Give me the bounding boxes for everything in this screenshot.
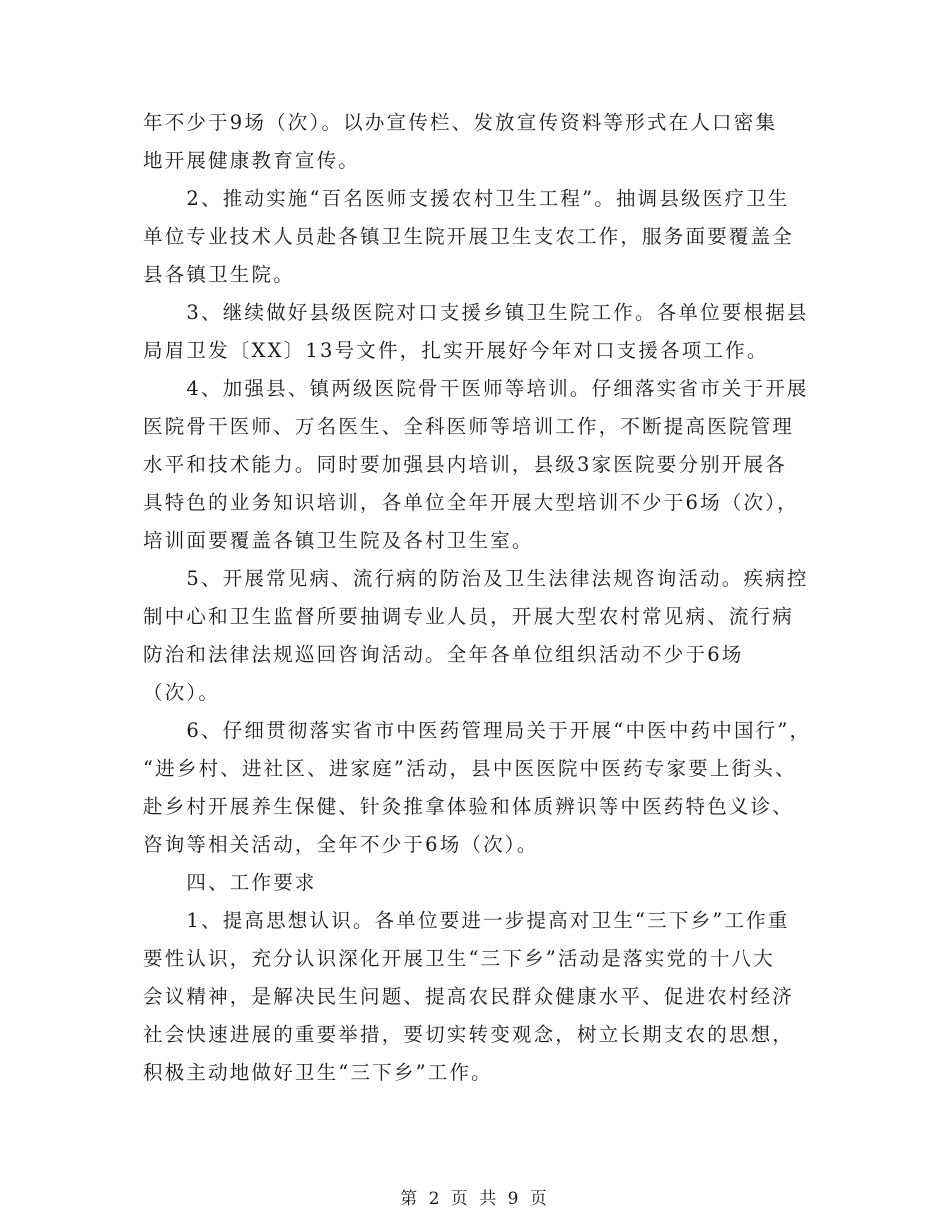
text-line: 水平和技术能力。同时要加强县内培训，县级3家医院要分别开展各 — [143, 453, 787, 476]
text-line: 局眉卫发〔XX〕13号文件，扎实开展好今年对口支援各项工作。 — [143, 339, 769, 362]
text-line: 具特色的业务知识培训，各单位全年开展大型培训不少于6场（次）， — [143, 491, 799, 514]
text-line: 赴乡村开展养生保健、针灸推拿体验和体质辨识等中医药特色义诊、 — [143, 795, 795, 818]
text-line: 1、提高思想认识。各单位要进一步提高对卫生“三下乡”工作重 — [143, 909, 790, 932]
text-line: 培训面要覆盖各镇卫生院及各村卫生室。 — [143, 529, 534, 552]
text-line: （次）。 — [143, 681, 221, 704]
text-line: 县各镇卫生院。 — [143, 263, 295, 286]
text-line: 5、开展常见病、流行病的防治及卫生法律法规咨询活动。疾病控 — [143, 567, 809, 590]
text-line: 会议精神，是解决民生问题、提高农民群众健康水平、促进农村经济 — [143, 985, 795, 1008]
text-line: 6、仔细贯彻落实省市中医药管理局关于开展“中医中药中国行”， — [143, 719, 812, 742]
text-line: 社会快速进展的重要举措，要切实转变观念，树立长期支农的思想， — [143, 1023, 795, 1046]
section-heading: 四、工作要求 — [143, 871, 317, 894]
text-line: 年不少于9场（次）。以办宣传栏、发放宣传资料等形式在人口密集 — [143, 111, 778, 134]
page-number-footer: 第 2 页 共 9 页 — [400, 1189, 550, 1209]
text-line: 4、加强县、镇两级医院骨干医师等培训。仔细落实省市关于开展 — [143, 377, 809, 400]
text-line: 防治和法律法规巡回咨询活动。全年各单位组织活动不少于6场 — [143, 643, 744, 666]
text-line: 要性认识，充分认识深化开展卫生“三下乡”活动是落实党的十八大 — [143, 947, 775, 970]
text-line: “进乡村、进社区、进家庭”活动，县中医医院中医药专家要上街头、 — [143, 757, 797, 780]
text-line: 积极主动地做好卫生“三下乡”工作。 — [143, 1061, 493, 1084]
text-line: 地开展健康教育宣传。 — [143, 149, 361, 172]
text-line: 医院骨干医师、万名医生、全科医师等培训工作，不断提高医院管理 — [143, 415, 795, 438]
text-line: 单位专业技术人员赴各镇卫生院开展卫生支农工作，服务面要覆盖全 — [143, 225, 795, 248]
text-line: 制中心和卫生监督所要抽调专业人员，开展大型农村常见病、流行病 — [143, 605, 795, 628]
text-line: 3、继续做好县级医院对口支援乡镇卫生院工作。各单位要根据县 — [143, 301, 809, 324]
text-line: 咨询等相关活动，全年不少于6场（次）。 — [143, 833, 539, 856]
text-line: 2、推动实施“百名医师支援农村卫生工程”。抽调县级医疗卫生 — [143, 187, 790, 210]
